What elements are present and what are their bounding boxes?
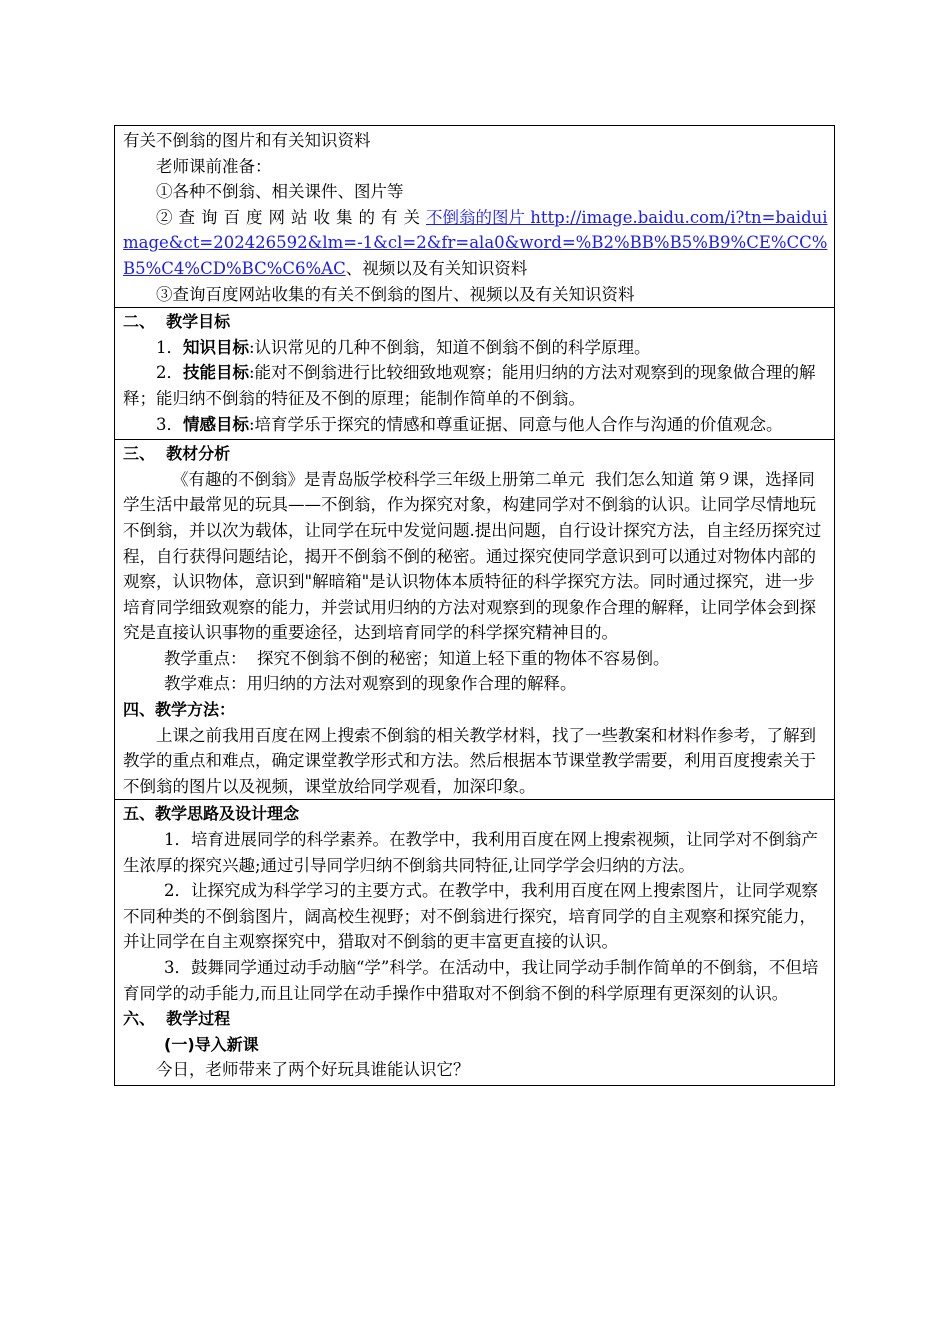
teaching-difficulty: 教学难点：用归纳的方法对观察到的现象作合理的解释。 xyxy=(164,674,577,694)
prep-line: ①各种不倒翁、相关课件、图片等 xyxy=(156,182,404,202)
ideas-cell xyxy=(115,799,834,1085)
process-line: 今日，老师带来了两个好玩具谁能认识它？ xyxy=(156,1060,470,1080)
prep-link-suffix: 、视频以及有关知识资料 xyxy=(345,258,528,278)
analysis-paragraph: 《有趣的不倒翁》是青岛版学校科学三年级上册第二单元 我们怎么知道 第９课，选择同学生活中最常见的玩具——不倒翁，作为探究对象，构建同学对不倒翁的认识。让同学尽情地玩不倒翁，并以次为载体，让同学在玩中发觉问题.提出问题，自行设计探究方法，自主经历探究过程，自行获得问题结论，揭开不倒翁不倒的秘密。通过探究使同学意识到可以通过对物体内部的观察，认识物体，意识到"解暗箱"是认识物体本质特征的科学探究方法。同时通过探究，进一步培育同学细致观察的能力，并尝试用归纳的方法对观察到的现象作合理的解释，让同学体会到探究是直接认识事物的重要途径，达到培育同学的科学探究精神目的。 xyxy=(123,469,822,643)
idea-paragraph: 1．培育进展同学的科学素养。在教学中，我利用百度在网上搜索视频，让同学对不倒翁产生浓厚的探究兴趣;通过引导同学归纳不倒翁共同特征,让同学学会归纳的方法。 xyxy=(123,830,818,875)
goal-label: 知识目标 xyxy=(183,337,249,357)
analysis-cell xyxy=(115,439,834,799)
section-heading: 二、 教学目标 xyxy=(123,312,231,332)
teaching-key-point: 教学重点： 探究不倒翁不倒的秘密；知道上轻下重的物体不容易倒。 xyxy=(164,648,670,668)
preparation-cell xyxy=(115,126,834,307)
goal-label: 技能目标 xyxy=(183,363,249,383)
prep-link-line xyxy=(123,205,828,282)
goal-item: 3．情感目标:培育学乐于探究的情感和尊重证据、同意与他人合作与沟通的价值观念。 xyxy=(156,414,783,434)
idea-paragraph: 2．让探究成为科学学习的主要方式。在教学中，我利用百度在网上搜索图片，让同学观察不同种类的不倒翁图片，阔高校生视野；对不倒翁进行探究，培育同学的自主观察和探究能力，并让同学在自主观察探究中，猎取对不倒翁的更丰富更直接的认识。 xyxy=(123,881,818,952)
method-paragraph: 上课之前我用百度在网上搜索不倒翁的相关教学材料，找了一些教案和材料作参考，了解到教学的重点和难点，确定课堂教学形式和方法。然后根据本节课堂教学需要，利用百度搜索关于不倒翁的图片以及视频，课堂放给同学观看，加深印象。 xyxy=(123,725,816,796)
section-heading: 五、教学思路及设计理念 xyxy=(123,804,300,824)
section-heading: 三、 教材分析 xyxy=(123,444,231,464)
baidu-image-link[interactable]: 不倒翁的图片 http://image.baidu.com/i?tn=baiduimage&ct=202426592&lm=-1&cl=2&fr=ala0&word=%B2%BB%B5%B9%CE%CC%B5%C4%CD%BC%C6%AC xyxy=(123,207,828,278)
goal-item: 2．技能目标:能对不倒翁进行比较细致地观察；能用归纳的方法对观察到的现象做合理的解释；能归纳不倒翁的特征及不倒的原理；能制作简单的不倒翁。 xyxy=(123,363,816,408)
prep-line: 老师课前准备： xyxy=(156,156,272,176)
subsection-heading: (一)导入新课 xyxy=(164,1034,259,1054)
goals-cell xyxy=(115,307,834,439)
section-heading: 六、 教学过程 xyxy=(123,1009,231,1029)
goal-label: 情感目标 xyxy=(183,414,249,434)
lesson-plan-table xyxy=(114,125,835,1086)
prep-line: 有关不倒翁的图片和有关知识资料 xyxy=(123,131,371,150)
idea-paragraph: 3．鼓舞同学通过动手动脑“学”科学。在活动中，我让同学动手制作简单的不倒翁，不但培育同学的动手能力,而且让同学在动手操作中猎取对不倒翁不倒的科学原理有更深刻的认识。 xyxy=(123,958,819,1003)
goal-item: 1．知识目标:认识常见的几种不倒翁，知道不倒翁不倒的科学原理。 xyxy=(156,337,651,357)
prep-link-prefix: ②查询百度网站收集的有关 xyxy=(156,207,426,227)
section-heading: 四、教学方法： xyxy=(123,700,236,720)
prep-line: ③查询百度网站收集的有关不倒翁的图片、视频以及有关知识资料 xyxy=(156,284,635,304)
